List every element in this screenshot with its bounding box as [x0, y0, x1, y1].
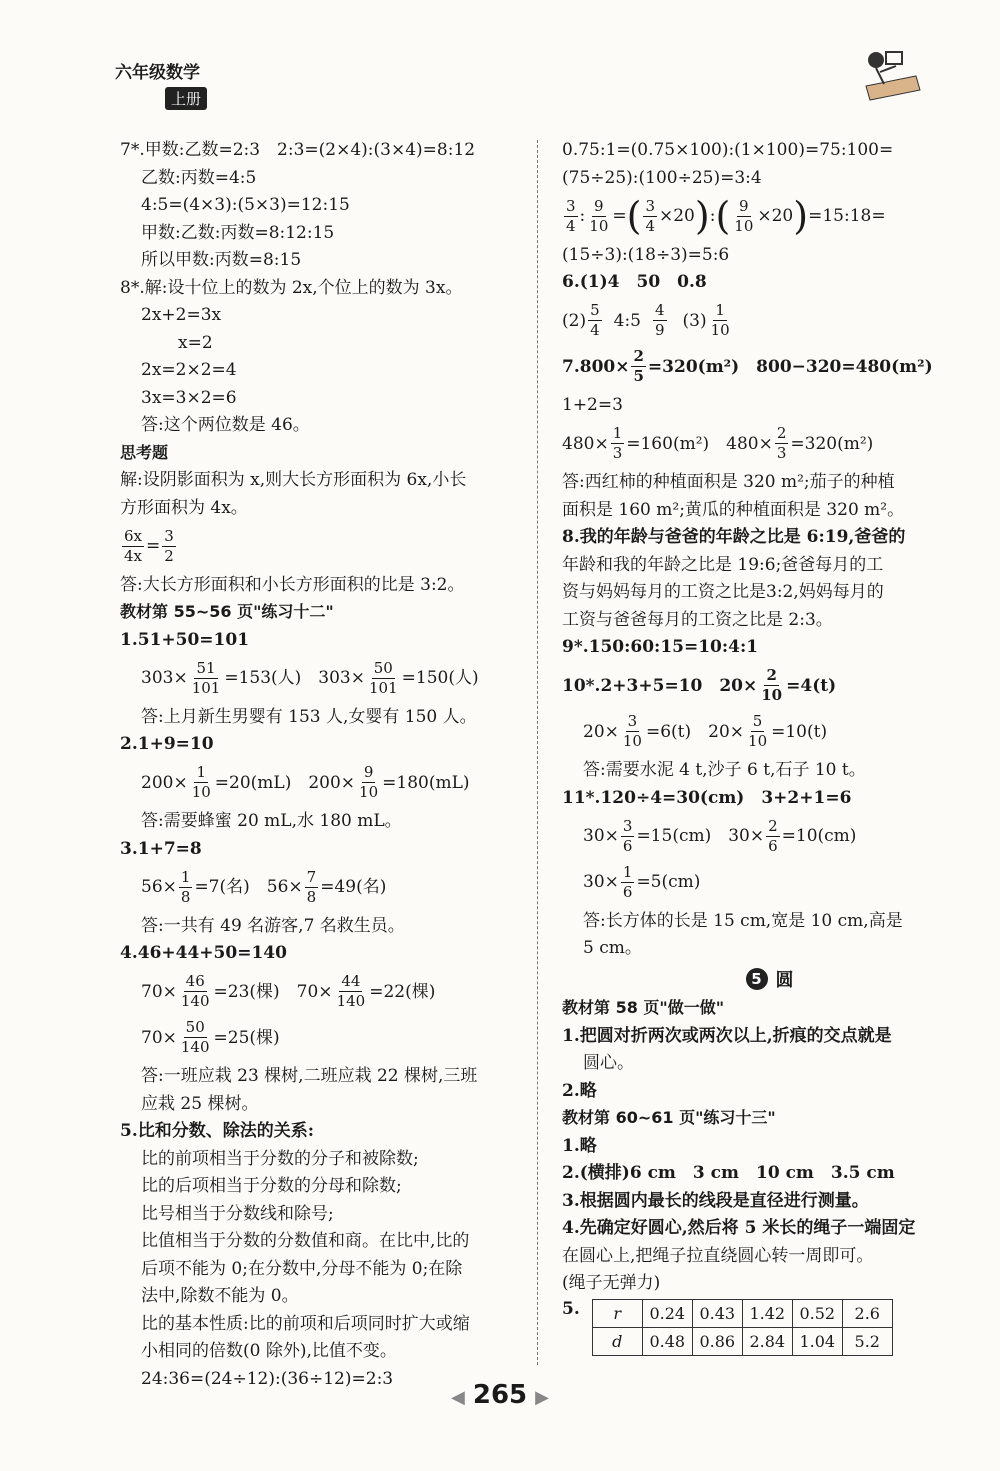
think-answer: 答:大长方形面积和小长方形面积的比是 3:2。: [120, 574, 465, 595]
p3-line: 3.根据圆内最长的线段是直径进行测量。: [562, 1190, 869, 1211]
think-line: 方形面积为 4x。: [120, 497, 248, 518]
ex4-answer: 答:一班应栽 23 棵树,二班应栽 22 棵树,三班: [141, 1066, 478, 1086]
ex4-answer: 应栽 25 棵树。: [141, 1093, 259, 1114]
ex5-line: 法中,除数不能为 0。: [141, 1286, 299, 1306]
right-column: [562, 138, 947, 1356]
q11-formula: 30× $\frac{1}{6}$ =5(cm): [583, 862, 701, 901]
q6-line: 6.(1)4 50 0.8: [562, 272, 707, 292]
q11-answer: 答:长方体的长是 15 cm,宽是 10 cm,高是: [583, 910, 903, 931]
q7-line: 7*.甲数:乙数=2:3 2:3=(2×4):(3×4)=8:12: [120, 140, 476, 160]
q9-line: 9*.150:60:15=10:4:1: [562, 637, 759, 657]
ratio-line: (15÷3):(18÷3)=5:6: [562, 244, 730, 265]
ex3-answer: 答:一共有 49 名游客,7 名救生员。: [141, 915, 405, 936]
ex3-formula: 56× $\frac{1}{8}$ =7(名) 56× $\frac{7}{8}$ =49(名): [141, 867, 387, 906]
ex1-head: 1.51+50=101: [120, 629, 250, 650]
ex5-line: 小相同的倍数(0 除外),比值不变。: [141, 1341, 397, 1361]
ratio-fraction-line: $\frac{3}{4}$ : $\frac{9}{10}$ = ( $\frac{3}{4}$ ×20 ) : ( $\frac{9}{10}$ ×20 ) =15:18=: [566, 194, 886, 238]
book-title: 六年级数学: [115, 63, 200, 83]
chapter-number-badge: 5: [746, 968, 768, 990]
q8-line: x=2: [178, 332, 213, 353]
ex5-line: 后项不能为 0;在分数中,分母不能为 0;在除: [141, 1258, 463, 1279]
ex2-head: 2.1+9=10: [120, 734, 214, 754]
q10-formula: 10*.2+3+5=10 20× $\frac{2}{10}$ =4(t): [562, 666, 837, 704]
q7-line: 所以甲数:丙数=8:15: [141, 250, 302, 270]
column-divider: [537, 140, 538, 1365]
q8-line: 年龄和我的年龄之比是 19:6;爸爸每月的工: [562, 554, 884, 575]
think-title: 思考题: [120, 442, 169, 462]
q11-line: 11*.120÷4=30(cm) 3+2+1=6: [562, 787, 852, 808]
ex4-formula: 70× $\frac{50}{140}$ =25(棵): [141, 1018, 280, 1056]
q7-line: 4:5=(4×3):(5×3)=12:15: [141, 195, 350, 215]
ratio-line: (75÷25):(100÷25)=3:4: [562, 167, 762, 188]
q6-fractions: (2) $\frac{5}{4}$ 4:5 $\frac{4}{9}$ (3) $\frac{1}{10}$: [562, 301, 730, 339]
ex2-formula: 200× $\frac{1}{10}$ =20(mL) 200× $\frac{9}{10}$ =180(mL): [141, 763, 470, 801]
ex5-line: 比的基本性质:比的前项和后项同时扩大或缩: [141, 1313, 470, 1334]
ex2-answer: 答:需要蜂蜜 20 mL,水 180 mL。: [141, 811, 402, 831]
ex5-line: 比号相当于分数线和除号;: [141, 1203, 334, 1224]
chapter-title: 圆: [775, 970, 794, 991]
p5-label: 5.: [562, 1299, 580, 1319]
q7-line: 甲数:乙数:丙数=8:12:15: [141, 222, 335, 243]
d2-line: 2.略: [562, 1080, 597, 1101]
q10-formula: 20× $\frac{3}{10}$ =6(t) 20× $\frac{5}{10}$ =10(t): [583, 712, 828, 750]
q8-line: 答:这个两位数是 46。: [141, 415, 310, 435]
left-column: [120, 138, 525, 1394]
p5-block: [562, 1299, 947, 1356]
ex3-head: 3.1+7=8: [120, 838, 202, 859]
d1-line: 1.把圆对折两次或两次以上,折痕的交点就是: [562, 1025, 892, 1046]
q8-line: 工资与爸爸每月的工资之比是 2:3。: [562, 609, 833, 630]
q8-line: 8*.解:设十位上的数为 2x,个位上的数为 3x。: [120, 277, 463, 298]
table-row: r 0.24 0.43 1.42 0.52 2.6: [592, 1300, 892, 1328]
chapter-heading: [592, 966, 947, 992]
p4-line: 4.先确定好圆心,然后将 5 米长的绳子一端固定: [562, 1218, 916, 1238]
p4-line: 在圆心上,把绳子拉直绕圆心转一周即可。: [562, 1245, 874, 1266]
q7-answer: 面积是 160 m²;黄瓜的种植面积是 320 m²。: [562, 499, 905, 520]
ex5-line: 比值相当于分数的分数值和商。在比中,比的: [141, 1231, 470, 1251]
q10-answer: 答:需要水泥 4 t,沙子 6 t,石子 10 t。: [583, 760, 866, 780]
ex5-head: 5.比和分数、除法的关系:: [120, 1121, 315, 1141]
q8-line: 3x=3×2=6: [141, 387, 237, 408]
q7-formula: 480× $\frac{1}{3}$ =160(m²) 480× $\frac{2}{3}$ =320(m²): [562, 424, 874, 462]
right-arrow-icon: ▶: [535, 1387, 549, 1408]
ex5-line: 比的后项相当于分数的分母和除数;: [141, 1176, 402, 1196]
q7-line: 1+2=3: [562, 395, 623, 415]
table-row: d 0.48 0.86 2.84 1.04 5.2: [592, 1328, 892, 1356]
page-header: [115, 58, 207, 110]
ex1-formula: 303× $\frac{51}{101}$ =153(人) 303× $\frac{50}{101}$ =150(人): [141, 658, 479, 697]
page-number: ◀ 265 ▶: [451, 1380, 549, 1410]
think-line: 解:设阴影面积为 x,则大长方形面积为 6x,小长: [120, 470, 467, 490]
book-volume-badge: 上册: [165, 87, 207, 110]
q7-formula: 7.800× $\frac{2}{5}$ =320(m²) 800−320=480(m²): [562, 347, 933, 385]
ex5-line: 24:36=(24÷12):(36÷12)=2:3: [141, 1368, 394, 1389]
q11-answer: 5 cm。: [583, 938, 642, 958]
ratio-line: 0.75:1=(0.75×100):(1×100)=75:100=: [562, 140, 894, 160]
p4-line: (绳子无弹力): [562, 1273, 661, 1293]
section-heading: 教材第 58 页"做一做": [562, 998, 725, 1017]
think-fraction: $\frac{6x}{4x}$ = $\frac{3}{2}$: [124, 526, 174, 565]
d1-line: 圆心。: [583, 1053, 634, 1073]
q8-line: 2x=2×2=4: [141, 360, 237, 380]
q8-line: 资与妈妈每月的工资之比是3:2,妈妈每月的: [562, 582, 884, 602]
ex1-answer: 答:上月新生男婴有 153 人,女婴有 150 人。: [141, 706, 477, 727]
q8-line: 2x+2=3x: [141, 305, 222, 325]
section-heading: 教材第 55~56 页"练习十二": [120, 602, 334, 621]
p2-line: 2.(横排)6 cm 3 cm 10 cm 3.5 cm: [562, 1163, 895, 1183]
reading-kid-illustration: [856, 46, 926, 106]
p1-line: 1.略: [562, 1135, 597, 1156]
q8-line: 8.我的年龄与爸爸的年龄之比是 6:19,爸爸的: [562, 527, 906, 547]
section-heading: 教材第 60~61 页"练习十三": [562, 1108, 776, 1127]
ex4-head: 4.46+44+50=140: [120, 943, 287, 963]
q7-answer: 答:西红柿的种植面积是 320 m²;茄子的种植: [562, 472, 895, 492]
q11-formula: 30× $\frac{3}{6}$ =15(cm) 30× $\frac{2}{6}$ =10(cm): [583, 816, 857, 855]
q7-line: 乙数:丙数=4:5: [141, 167, 257, 188]
left-arrow-icon: ◀: [451, 1387, 465, 1408]
radius-diameter-table: [592, 1299, 893, 1356]
ex4-formula: 70× $\frac{46}{140}$ =23(棵) 70× $\frac{44}{140}$ =22(棵): [141, 972, 436, 1010]
ex5-line: 比的前项相当于分数的分子和被除数;: [141, 1148, 419, 1169]
